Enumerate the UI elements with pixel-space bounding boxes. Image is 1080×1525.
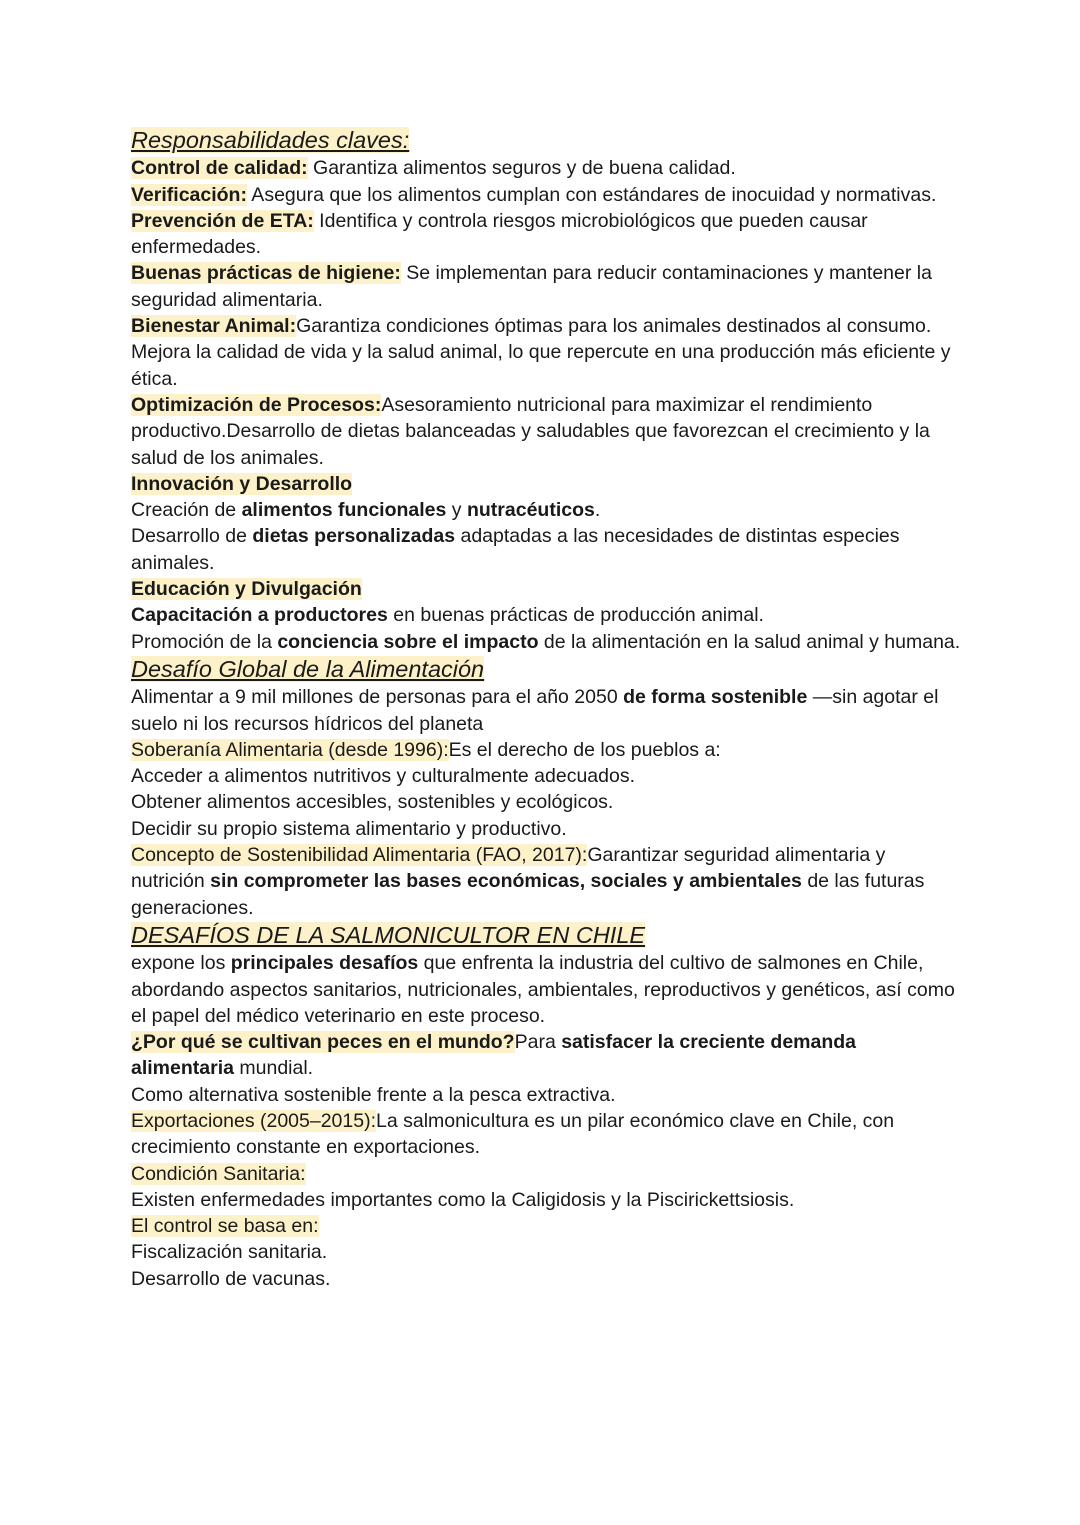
subheading-label: Condición Sanitaria: bbox=[131, 1162, 306, 1185]
bold-text: conciencia sobre el impacto bbox=[277, 630, 539, 653]
bold-text: Capacitación a productores bbox=[131, 604, 388, 627]
text: de la alimentación en la salud animal y humana. bbox=[538, 630, 961, 653]
paragraph-educacion-2 bbox=[131, 629, 961, 655]
term-text: Identifica y controla riesgos microbiológicos que pueden causar enfermedades. bbox=[131, 209, 868, 259]
subheading-educacion bbox=[131, 576, 961, 602]
text: y bbox=[446, 499, 467, 522]
paragraph-innovacion-1 bbox=[131, 497, 961, 523]
paragraph-soberania bbox=[131, 737, 961, 763]
paragraph-innovacion-2 bbox=[131, 523, 961, 576]
text: Alimentar a 9 mil millones de personas para el año 2050 bbox=[131, 686, 624, 709]
subheading-control bbox=[131, 1213, 961, 1239]
bold-text: alimentos funcionales bbox=[241, 499, 447, 522]
text: Desarrollo de bbox=[131, 525, 253, 548]
term-label: Control de calidad: bbox=[131, 157, 308, 180]
text: —sin agotar el suelo ni los recursos hídricos del planeta bbox=[131, 686, 939, 735]
bold-text: sin comprometer las bases económicas, sociales y ambientales bbox=[210, 870, 802, 893]
term-text: Se implementan para reducir contaminaciones y mantener la seguridad alimentaria. bbox=[131, 262, 932, 311]
paragraph-desafio-intro bbox=[131, 684, 961, 737]
list-item: Acceder a alimentos nutritivos y culturalmente adecuados. bbox=[131, 765, 636, 788]
text: que enfrenta la industria del cultivo de salmones en Chile, abordando aspectos sanitarios, nutricionales, ambientales, reproductivos y genéticos, así como el papel del médico veterinario en este proceso. bbox=[131, 952, 955, 1027]
text: . bbox=[594, 499, 601, 522]
term-label: Verificación: bbox=[131, 183, 247, 206]
paragraph-control-calidad bbox=[131, 155, 961, 181]
subheading-label: Innovación y Desarrollo bbox=[131, 472, 353, 495]
subheading-label: El control se basa en: bbox=[131, 1215, 319, 1238]
section-title-desafio-global: Desafío Global de la Alimentación bbox=[131, 655, 485, 682]
text: Garantizar seguridad alimentaria y nutrición bbox=[131, 844, 886, 893]
subheading-innovacion bbox=[131, 471, 961, 497]
paragraph-por-que bbox=[131, 1029, 961, 1082]
paragraph-concepto-sostenibilidad bbox=[131, 842, 961, 921]
bold-text: principales desafíos bbox=[230, 952, 419, 975]
text: mundial. bbox=[233, 1057, 314, 1080]
term-label: Bienestar Animal: bbox=[131, 315, 297, 338]
text: de las futuras generaciones. bbox=[131, 870, 925, 919]
paragraph-exportaciones bbox=[131, 1108, 961, 1161]
paragraph-verificacion bbox=[131, 182, 961, 208]
term-text: Garantiza alimentos seguros y de buena calidad. bbox=[307, 157, 736, 180]
term-text: La salmonicultura es un pilar económico clave en Chile, con crecimiento constante en exportaciones. bbox=[131, 1109, 895, 1159]
term-label: Optimización de Procesos: bbox=[131, 393, 382, 416]
text: adaptadas a las necesidades de distintas especies animales. bbox=[131, 525, 900, 574]
paragraph-educacion-1 bbox=[131, 602, 961, 628]
text: Para bbox=[514, 1031, 562, 1054]
term-label: Buenas prácticas de higiene: bbox=[131, 262, 401, 285]
bold-text: satisfacer la creciente demanda alimentaria bbox=[131, 1031, 857, 1080]
list-item: Decidir su propio sistema alimentario y productivo. bbox=[131, 817, 567, 840]
subheading-label: Educación y Divulgación bbox=[131, 578, 362, 601]
term-label: Prevención de ETA: bbox=[131, 209, 314, 232]
bold-text: dietas personalizadas bbox=[252, 525, 456, 548]
list-item: Obtener alimentos accesibles, sostenibles y ecológicos. bbox=[131, 791, 614, 814]
paragraph-salmon-intro bbox=[131, 950, 961, 1029]
term-label: Exportaciones (2005–2015): bbox=[131, 1109, 376, 1132]
list-item: Desarrollo de vacunas. bbox=[131, 1267, 331, 1290]
term-label: Concepto de Sostenibilidad Alimentaria (FAO, 2017): bbox=[131, 844, 588, 867]
text: Creación de bbox=[131, 499, 242, 522]
subheading-condicion-sanitaria bbox=[131, 1161, 961, 1187]
term-label: Soberanía Alimentaria (desde 1996): bbox=[131, 738, 449, 761]
text: expone los bbox=[131, 952, 231, 975]
term-text: Asegura que los alimentos cumplan con estándares de inocuidad y normativas. bbox=[246, 183, 937, 206]
text: en buenas prácticas de producción animal. bbox=[387, 604, 764, 627]
section-title-salmonicultura: DESAFÍOS DE LA SALMONICULTOR EN CHILE bbox=[131, 921, 646, 948]
paragraph-enfermedades: Existen enfermedades importantes como la Caligidosis y la Piscirickettsiosis. bbox=[131, 1188, 795, 1211]
paragraph-prevencion-eta bbox=[131, 208, 961, 261]
term-text: Asesoramiento nutricional para maximizar el rendimiento productivo.Desarrollo de dietas balanceadas y saludables que favorezcan el crecimiento y la salud de los animales. bbox=[131, 393, 930, 469]
question-label: ¿Por qué se cultivan peces en el mundo? bbox=[131, 1031, 515, 1054]
bold-text: nutracéuticos bbox=[466, 499, 595, 522]
paragraph-alternativa: Como alternativa sostenible frente a la pesca extractiva. bbox=[131, 1083, 616, 1106]
text: Promoción de la bbox=[131, 630, 278, 653]
bold-text: de forma sostenible bbox=[623, 686, 808, 709]
document-page bbox=[131, 126, 961, 1292]
paragraph-optimizacion bbox=[131, 392, 961, 471]
paragraph-bienestar-animal bbox=[131, 313, 961, 392]
term-text: Garantiza condiciones óptimas para los animales destinados al consumo. Mejora la calidad de vida y la salud animal, lo que repercute en una producción más eficiente y ética. bbox=[131, 315, 951, 390]
section-title-responsabilidades: Responsabilidades claves: bbox=[131, 127, 410, 153]
list-item: Fiscalización sanitaria. bbox=[131, 1241, 328, 1264]
paragraph-buenas-practicas bbox=[131, 260, 961, 313]
term-text: Es el derecho de los pueblos a: bbox=[448, 738, 721, 761]
